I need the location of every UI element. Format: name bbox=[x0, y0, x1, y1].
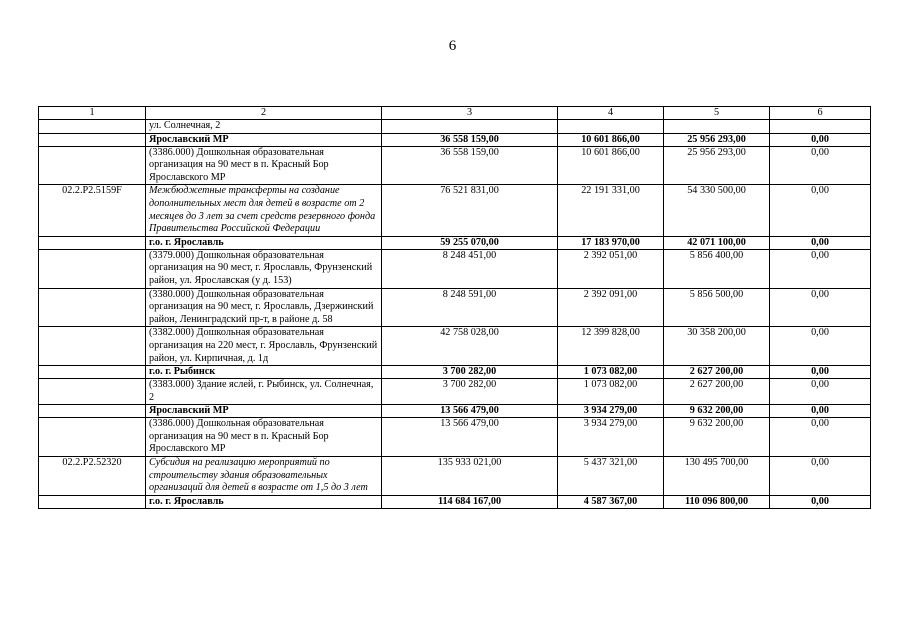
table-row bbox=[39, 379, 871, 405]
row-code-cell: 02.2.Р2.52320 bbox=[39, 457, 146, 496]
row-col6-cell: 0,00 bbox=[770, 133, 871, 146]
row-col4-cell: 10 601 866,00 bbox=[558, 133, 664, 146]
row-code-cell bbox=[39, 236, 146, 249]
row-col4-cell: 2 392 051,00 bbox=[558, 249, 664, 288]
row-code-cell bbox=[39, 418, 146, 457]
row-col4-cell: 1 073 082,00 bbox=[558, 366, 664, 379]
row-name-cell: (3383.000) Здание яслей, г. Рыбинск, ул. Солнечная, 2 bbox=[146, 379, 382, 405]
row-col5-cell bbox=[664, 120, 770, 134]
row-col4-cell: 10 601 866,00 bbox=[558, 146, 664, 185]
row-name-cell: Ярославский МР bbox=[146, 133, 382, 146]
table-row bbox=[39, 146, 871, 185]
row-col5-cell: 54 330 500,00 bbox=[664, 185, 770, 236]
row-name-cell: (3380.000) Дошкольная образовательная организация на 90 мест, г. Ярославль, Дзержинский район, Ленинградский пр-т, в районе д. 58 bbox=[146, 288, 382, 327]
row-name-cell: (3386.000) Дошкольная образовательная организация на 90 мест в п. Красный Бор Ярославского МР bbox=[146, 418, 382, 457]
row-col6-cell: 0,00 bbox=[770, 457, 871, 496]
row-col4-cell: 5 437 321,00 bbox=[558, 457, 664, 496]
table-row bbox=[39, 457, 871, 496]
row-col5-cell: 25 956 293,00 bbox=[664, 146, 770, 185]
row-col5-cell: 110 096 800,00 bbox=[664, 495, 770, 508]
row-col3-cell: 36 558 159,00 bbox=[382, 146, 558, 185]
row-col5-cell: 30 358 200,00 bbox=[664, 327, 770, 366]
row-col6-cell: 0,00 bbox=[770, 185, 871, 236]
row-code-cell bbox=[39, 405, 146, 418]
header-cell-4: 4 bbox=[558, 107, 664, 120]
row-col3-cell: 13 566 479,00 bbox=[382, 405, 558, 418]
row-name-cell: Ярославский МР bbox=[146, 405, 382, 418]
row-code-cell bbox=[39, 133, 146, 146]
header-cell-5: 5 bbox=[664, 107, 770, 120]
row-col5-cell: 2 627 200,00 bbox=[664, 379, 770, 405]
row-name-cell: ул. Солнечная, 2 bbox=[146, 120, 382, 134]
row-name-cell: Межбюджетные трансферты на создание дополнительных мест для детей в возрасте от 2 месяцев до 3 лет за счет средств резервного фонда Правительства Российской Федерации bbox=[146, 185, 382, 236]
row-col6-cell: 0,00 bbox=[770, 418, 871, 457]
row-code-cell bbox=[39, 327, 146, 366]
table-row bbox=[39, 327, 871, 366]
row-col6-cell: 0,00 bbox=[770, 146, 871, 185]
row-name-cell: г.о. г. Рыбинск bbox=[146, 366, 382, 379]
table-row bbox=[39, 120, 871, 134]
row-col3-cell: 59 255 070,00 bbox=[382, 236, 558, 249]
row-name-cell: (3382.000) Дошкольная образовательная организация на 220 мест, г. Ярославль, Фрунзенский район, ул. Кирпичная, д. 1д bbox=[146, 327, 382, 366]
row-col5-cell: 5 856 500,00 bbox=[664, 288, 770, 327]
header-cell-6: 6 bbox=[770, 107, 871, 120]
row-name-cell: (3386.000) Дошкольная образовательная организация на 90 мест в п. Красный Бор Ярославского МР bbox=[146, 146, 382, 185]
row-code-cell bbox=[39, 379, 146, 405]
table-row bbox=[39, 418, 871, 457]
row-col6-cell: 0,00 bbox=[770, 366, 871, 379]
row-col5-cell: 42 071 100,00 bbox=[664, 236, 770, 249]
row-col3-cell bbox=[382, 120, 558, 134]
row-col5-cell: 9 632 200,00 bbox=[664, 418, 770, 457]
row-col3-cell: 76 521 831,00 bbox=[382, 185, 558, 236]
row-col6-cell bbox=[770, 120, 871, 134]
row-col4-cell: 22 191 331,00 bbox=[558, 185, 664, 236]
row-col5-cell: 2 627 200,00 bbox=[664, 366, 770, 379]
row-col3-cell: 36 558 159,00 bbox=[382, 133, 558, 146]
row-col4-cell: 4 587 367,00 bbox=[558, 495, 664, 508]
row-col4-cell: 17 183 970,00 bbox=[558, 236, 664, 249]
row-col5-cell: 130 495 700,00 bbox=[664, 457, 770, 496]
row-col6-cell: 0,00 bbox=[770, 288, 871, 327]
row-code-cell: 02.2.Р2.5159F bbox=[39, 185, 146, 236]
row-col3-cell: 8 248 591,00 bbox=[382, 288, 558, 327]
table-row bbox=[39, 236, 871, 249]
row-col4-cell: 2 392 091,00 bbox=[558, 288, 664, 327]
row-col6-cell: 0,00 bbox=[770, 236, 871, 249]
row-col5-cell: 5 856 400,00 bbox=[664, 249, 770, 288]
row-name-cell: (3379.000) Дошкольная образовательная организация на 90 мест, г. Ярославль, Фрунзенский район, ул. Ярославская (у д. 153) bbox=[146, 249, 382, 288]
row-col4-cell: 3 934 279,00 bbox=[558, 405, 664, 418]
row-col3-cell: 3 700 282,00 bbox=[382, 366, 558, 379]
row-col6-cell: 0,00 bbox=[770, 405, 871, 418]
header-cell-1: 1 bbox=[39, 107, 146, 120]
row-code-cell bbox=[39, 366, 146, 379]
row-name-cell: г.о. г. Ярославль bbox=[146, 495, 382, 508]
row-col3-cell: 13 566 479,00 bbox=[382, 418, 558, 457]
row-code-cell bbox=[39, 146, 146, 185]
row-code-cell bbox=[39, 288, 146, 327]
table-row bbox=[39, 366, 871, 379]
table-row bbox=[39, 133, 871, 146]
budget-table bbox=[38, 106, 871, 509]
row-name-cell: г.о. г. Ярославль bbox=[146, 236, 382, 249]
row-col4-cell: 1 073 082,00 bbox=[558, 379, 664, 405]
row-col3-cell: 3 700 282,00 bbox=[382, 379, 558, 405]
row-name-cell: Субсидия на реализацию мероприятий по строительству здания образовательных организаций для детей в возрасте от 1,5 до 3 лет bbox=[146, 457, 382, 496]
table-row bbox=[39, 405, 871, 418]
row-col3-cell: 42 758 028,00 bbox=[382, 327, 558, 366]
row-col6-cell: 0,00 bbox=[770, 495, 871, 508]
header-cell-2: 2 bbox=[146, 107, 382, 120]
row-col5-cell: 9 632 200,00 bbox=[664, 405, 770, 418]
row-col3-cell: 8 248 451,00 bbox=[382, 249, 558, 288]
row-col6-cell: 0,00 bbox=[770, 249, 871, 288]
table-row bbox=[39, 185, 871, 236]
row-col6-cell: 0,00 bbox=[770, 327, 871, 366]
row-col5-cell: 25 956 293,00 bbox=[664, 133, 770, 146]
table-row bbox=[39, 288, 871, 327]
row-col6-cell: 0,00 bbox=[770, 379, 871, 405]
table-row bbox=[39, 495, 871, 508]
row-col3-cell: 135 933 021,00 bbox=[382, 457, 558, 496]
row-col4-cell: 12 399 828,00 bbox=[558, 327, 664, 366]
table-row bbox=[39, 249, 871, 288]
row-col3-cell: 114 684 167,00 bbox=[382, 495, 558, 508]
row-code-cell bbox=[39, 249, 146, 288]
row-code-cell bbox=[39, 495, 146, 508]
row-code-cell bbox=[39, 120, 146, 134]
page-number: 6 bbox=[448, 38, 457, 54]
table-header-row bbox=[39, 107, 871, 120]
row-col4-cell: 3 934 279,00 bbox=[558, 418, 664, 457]
header-cell-3: 3 bbox=[382, 107, 558, 120]
row-col4-cell bbox=[558, 120, 664, 134]
